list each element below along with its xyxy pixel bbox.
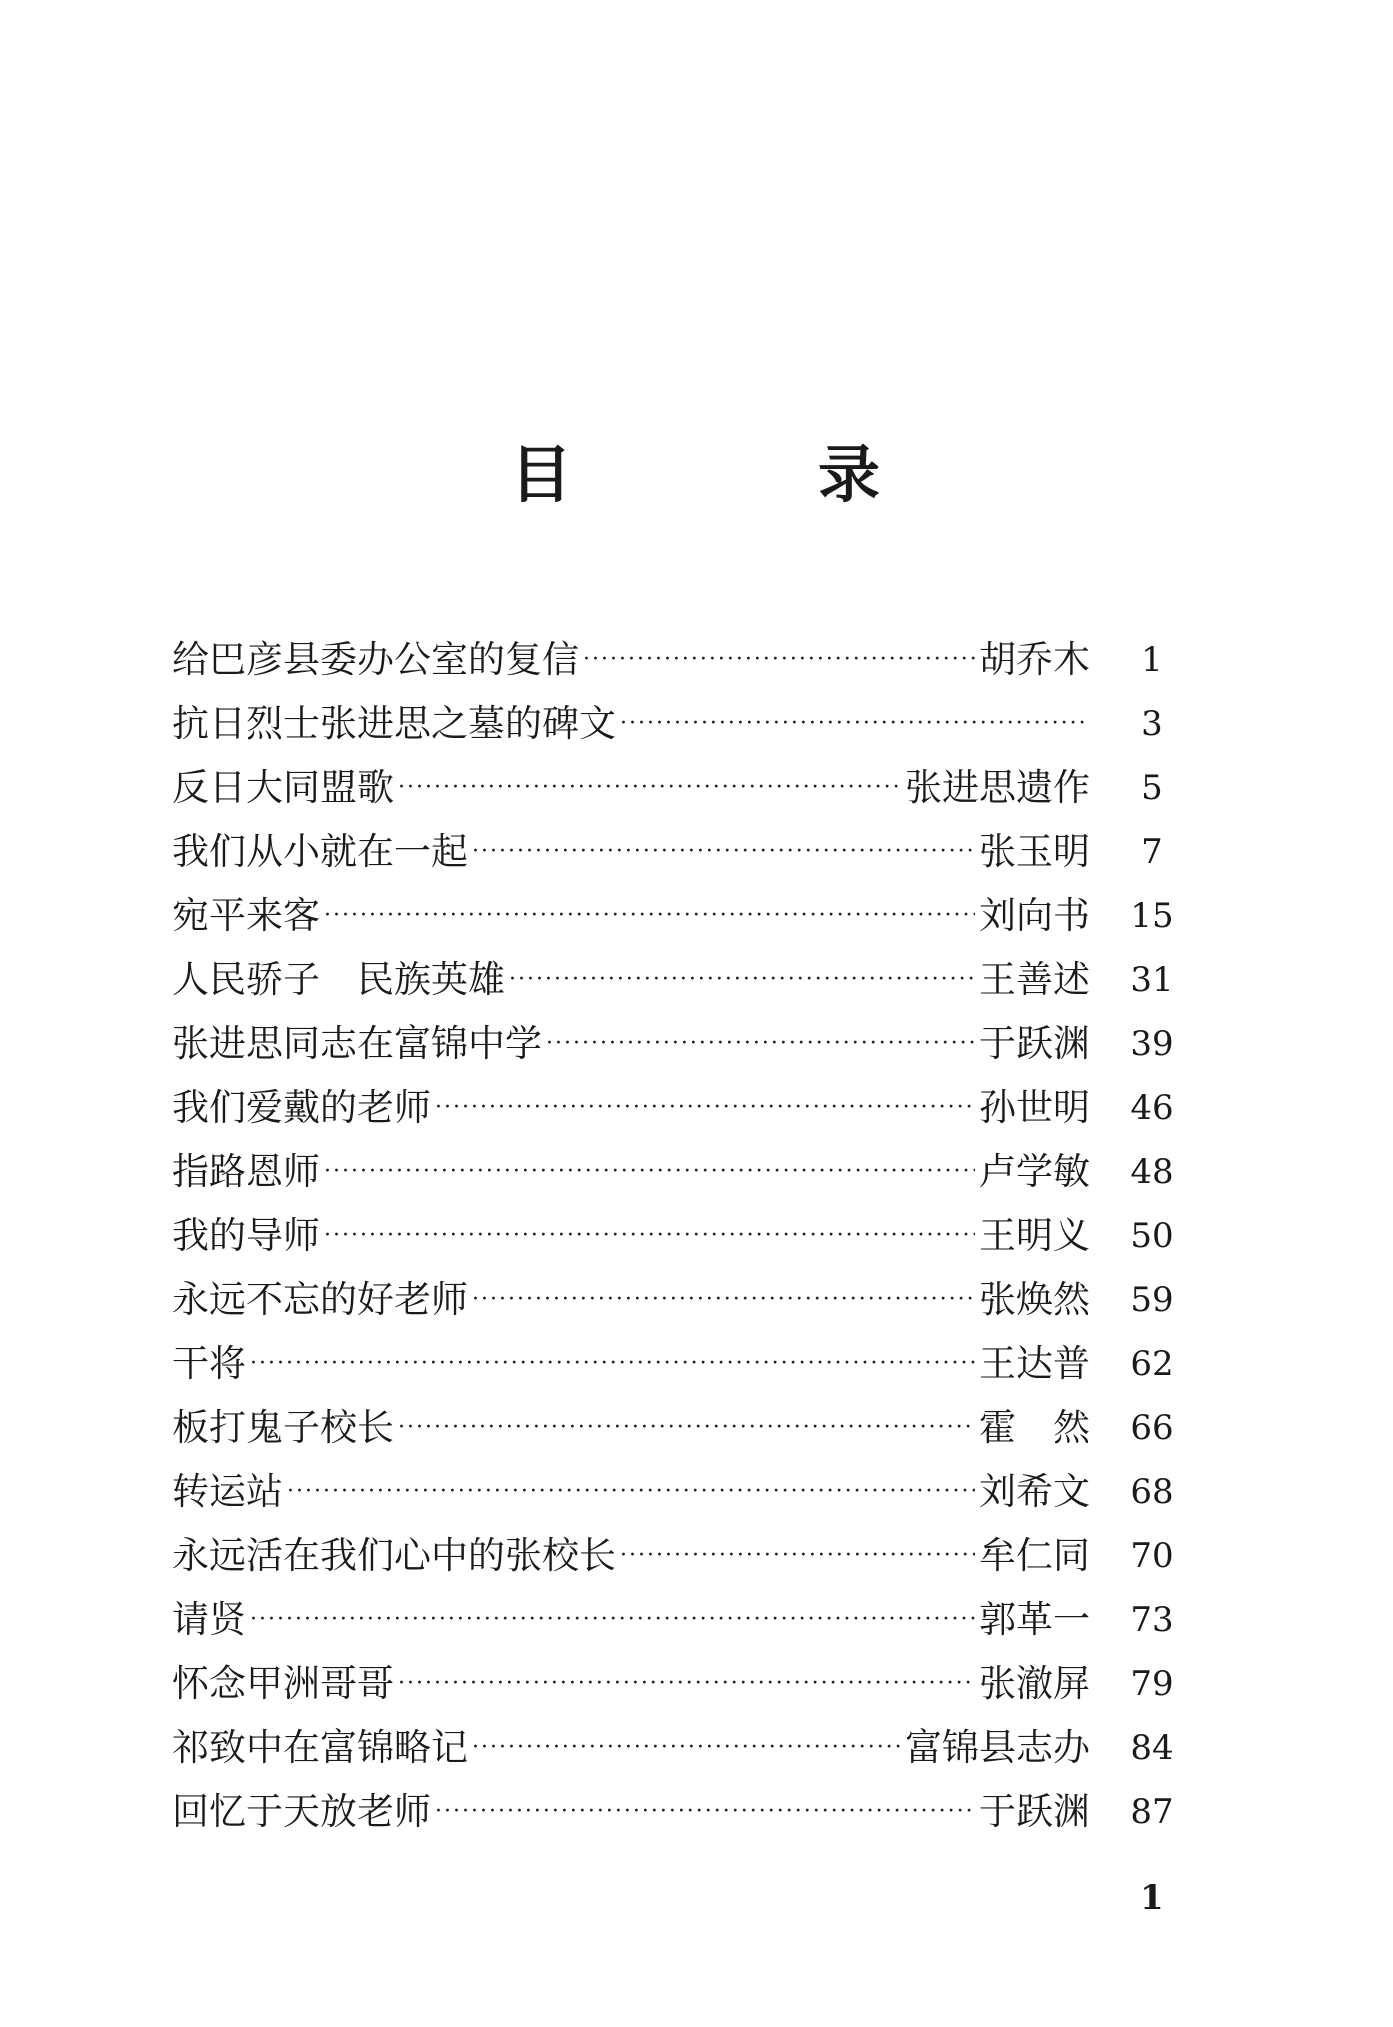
toc-entry xyxy=(172,756,1192,820)
toc-leader-dots xyxy=(250,1588,975,1652)
toc-entry-title: 请贤 xyxy=(172,1598,246,1641)
toc-entry-page: 7 xyxy=(1141,832,1163,872)
toc-leader-dots xyxy=(435,1780,975,1844)
toc-entry xyxy=(172,1588,1192,1652)
toc-entry-title: 转运站 xyxy=(172,1470,283,1513)
toc-entry-page: 50 xyxy=(1130,1216,1174,1256)
toc-entry-page: 84 xyxy=(1130,1728,1174,1768)
toc-entry-page: 68 xyxy=(1130,1472,1174,1512)
toc-leader-dots xyxy=(546,1012,975,1076)
toc-leader-dots xyxy=(472,1268,975,1332)
page-title-char-1: 目 xyxy=(510,438,573,511)
toc-leader-dots xyxy=(324,1204,975,1268)
toc-entry xyxy=(172,692,1192,756)
toc-entry-author: 张澈屏 xyxy=(979,1662,1090,1705)
toc-leader-dots xyxy=(472,1716,901,1780)
toc-entry-title: 我们爱戴的老师 xyxy=(172,1086,431,1129)
toc-entry-title: 我的导师 xyxy=(172,1214,320,1257)
toc-entry-page: 87 xyxy=(1130,1792,1174,1832)
page-title-char-2: 录 xyxy=(818,438,881,511)
toc-entry xyxy=(172,820,1192,884)
toc-entry xyxy=(172,1204,1192,1268)
toc-entry-page: 1 xyxy=(1141,640,1163,680)
toc-entry-page: 46 xyxy=(1130,1088,1174,1128)
toc-leader-dots xyxy=(324,884,975,948)
toc-entry-page: 39 xyxy=(1130,1024,1174,1064)
toc-entry xyxy=(172,1012,1192,1076)
toc-entry-title: 抗日烈士张进思之墓的碑文 xyxy=(172,702,616,745)
toc-entry-page: 5 xyxy=(1141,768,1163,808)
toc-entry xyxy=(172,1332,1192,1396)
toc-entry-title: 宛平来客 xyxy=(172,894,320,937)
toc-entry-page: 79 xyxy=(1130,1664,1174,1704)
table-of-contents xyxy=(172,628,1192,1844)
page-number: 1 xyxy=(1140,1878,1164,1918)
toc-entry-title: 祁致中在富锦略记 xyxy=(172,1726,468,1769)
toc-leader-dots xyxy=(398,1652,975,1716)
toc-leader-dots xyxy=(250,1332,975,1396)
toc-entry-page: 31 xyxy=(1130,960,1174,1000)
toc-entry-author: 刘向书 xyxy=(979,894,1090,937)
toc-entry xyxy=(172,1716,1192,1780)
toc-entry-author: 牟仁同 xyxy=(979,1534,1090,1577)
toc-entry-title: 永远不忘的好老师 xyxy=(172,1278,468,1321)
toc-leader-dots xyxy=(472,820,975,884)
toc-entry-page: 3 xyxy=(1141,704,1163,744)
toc-entry-title: 人民骄子 民族英雄 xyxy=(172,958,505,1001)
toc-entry-author: 于跃渊 xyxy=(979,1022,1090,1065)
toc-leader-dots xyxy=(509,948,975,1012)
toc-entry-author: 王善述 xyxy=(979,958,1090,1001)
toc-entry-author: 胡乔木 xyxy=(979,638,1090,681)
toc-entry xyxy=(172,1780,1192,1844)
toc-leader-dots xyxy=(620,692,1086,756)
toc-entry-page: 48 xyxy=(1130,1152,1174,1192)
toc-entry-title: 干将 xyxy=(172,1342,246,1385)
toc-entry-page: 66 xyxy=(1130,1408,1174,1448)
toc-entry-title: 板打鬼子校长 xyxy=(172,1406,394,1449)
toc-entry-title: 反日大同盟歌 xyxy=(172,766,394,809)
toc-leader-dots xyxy=(398,1396,975,1460)
toc-entry-author: 张玉明 xyxy=(979,830,1090,873)
toc-entry-title: 怀念甲洲哥哥 xyxy=(172,1662,394,1705)
toc-entry-author: 霍 然 xyxy=(979,1406,1090,1449)
toc-leader-dots xyxy=(583,628,975,692)
toc-entry xyxy=(172,628,1192,692)
toc-entry-author: 孙世明 xyxy=(979,1086,1090,1129)
toc-entry-title: 回忆于天放老师 xyxy=(172,1790,431,1833)
toc-entry xyxy=(172,1652,1192,1716)
toc-entry-page: 62 xyxy=(1130,1344,1174,1384)
toc-entry-author: 王明义 xyxy=(979,1214,1090,1257)
toc-entry xyxy=(172,1460,1192,1524)
toc-leader-dots xyxy=(435,1076,975,1140)
toc-entry-title: 指路恩师 xyxy=(172,1150,320,1193)
toc-entry-page: 15 xyxy=(1130,896,1174,936)
toc-entry-author: 张进思遗作 xyxy=(905,766,1090,809)
toc-entry xyxy=(172,1524,1192,1588)
toc-entry-title: 给巴彦县委办公室的复信 xyxy=(172,638,579,681)
toc-entry-author: 于跃渊 xyxy=(979,1790,1090,1833)
toc-entry-page: 73 xyxy=(1130,1600,1174,1640)
toc-leader-dots xyxy=(398,756,901,820)
toc-entry xyxy=(172,1396,1192,1460)
toc-entry-page: 70 xyxy=(1130,1536,1174,1576)
toc-entry-author: 张焕然 xyxy=(979,1278,1090,1321)
toc-entry-author: 刘希文 xyxy=(979,1470,1090,1513)
toc-entry-author: 卢学敏 xyxy=(979,1150,1090,1193)
toc-entry-title: 张进思同志在富锦中学 xyxy=(172,1022,542,1065)
toc-entry-title: 我们从小就在一起 xyxy=(172,830,468,873)
toc-leader-dots xyxy=(324,1140,975,1204)
toc-entry-author: 富锦县志办 xyxy=(905,1726,1090,1769)
toc-entry xyxy=(172,948,1192,1012)
toc-leader-dots xyxy=(620,1524,975,1588)
toc-entry xyxy=(172,1140,1192,1204)
toc-entry xyxy=(172,1268,1192,1332)
toc-entry xyxy=(172,1076,1192,1140)
toc-entry-title: 永远活在我们心中的张校长 xyxy=(172,1534,616,1577)
toc-leader-dots xyxy=(287,1460,975,1524)
toc-entry-page: 59 xyxy=(1130,1280,1174,1320)
toc-entry-author: 郭革一 xyxy=(979,1598,1090,1641)
page-title xyxy=(0,440,1393,510)
toc-entry-author: 王达普 xyxy=(979,1342,1090,1385)
toc-entry xyxy=(172,884,1192,948)
